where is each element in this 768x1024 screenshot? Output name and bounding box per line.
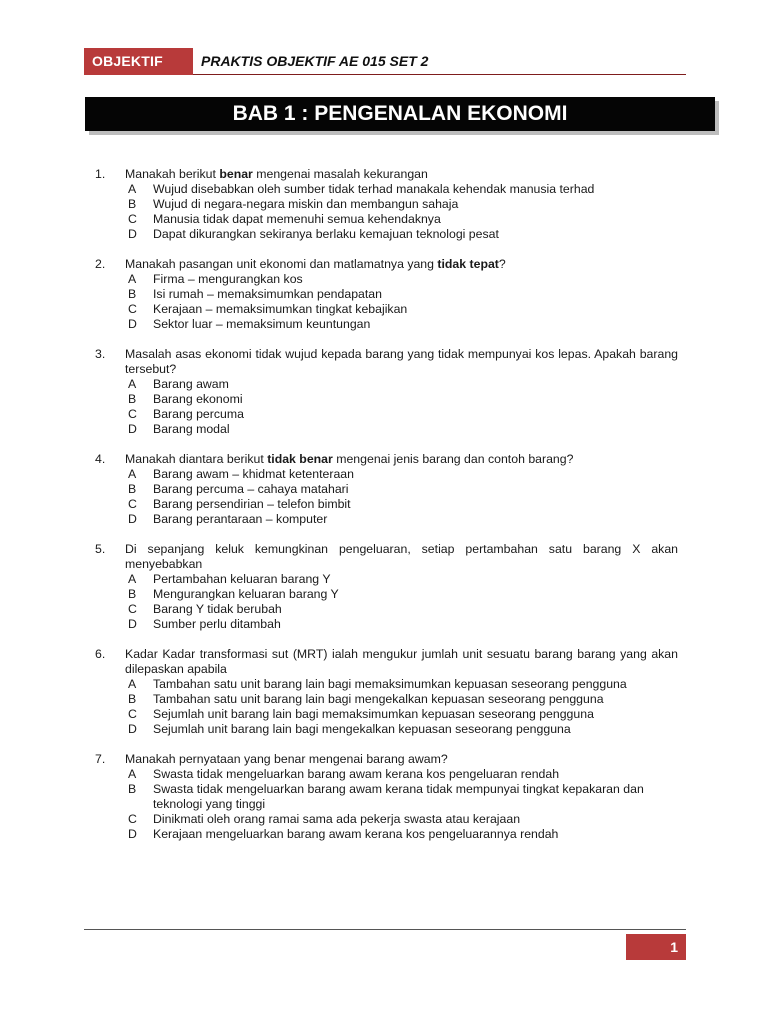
option-letter: D: [128, 617, 137, 631]
answer-option: [125, 707, 678, 722]
question-text-bold: tidak tepat: [437, 257, 499, 271]
question-text: [125, 647, 678, 677]
option-text: Isi rumah – memaksimumkan pendapatan: [153, 287, 382, 301]
question-7: [95, 752, 678, 842]
answer-option: [125, 497, 678, 512]
header-tag: OBJEKTIF: [84, 48, 193, 75]
page-number: 1: [626, 934, 686, 960]
question-text: [125, 347, 678, 377]
question-text-pre: Manakah pasangan unit ekonomi dan matlamatnya yang: [125, 257, 438, 271]
option-text: Barang Y tidak berubah: [153, 602, 282, 616]
answer-option: [125, 272, 678, 287]
option-text: Dinikmati oleh orang ramai sama ada pekerja swasta atau kerajaan: [153, 812, 521, 826]
option-letter: C: [128, 212, 137, 226]
answer-option: [125, 692, 678, 707]
option-letter: C: [128, 497, 137, 511]
option-text: Wujud di negara-negara miskin dan membangun sahaja: [153, 197, 459, 211]
option-text: Manusia tidak dapat memenuhi semua kehendaknya: [153, 212, 441, 226]
option-text: Barang awam – khidmat ketenteraan: [153, 467, 354, 481]
answer-option: [125, 767, 678, 782]
option-letter: C: [128, 812, 137, 826]
option-letter: D: [128, 227, 137, 241]
question-text: [125, 167, 678, 182]
answer-option: [125, 317, 678, 332]
option-letter: B: [128, 287, 137, 301]
option-text: Barang persendirian – telefon bimbit: [153, 497, 351, 511]
answer-option: [125, 827, 678, 842]
question-text-pre: Manakah berikut: [125, 167, 220, 181]
option-text: Barang percuma – cahaya matahari: [153, 482, 349, 496]
option-text: Kerajaan – memaksimumkan tingkat kebajikan: [153, 302, 408, 316]
option-letter: A: [128, 767, 137, 781]
answer-option: [125, 407, 678, 422]
question-number: 7.: [95, 752, 106, 766]
answer-option: [125, 677, 678, 692]
question-6: [95, 647, 678, 737]
question-1: [95, 167, 678, 242]
question-text-pre: Masalah asas ekonomi tidak wujud kepada barang yang tidak mempunyai kos lepas. Apakah barang tersebut?: [125, 347, 678, 376]
question-number: 4.: [95, 452, 106, 466]
option-text: Barang percuma: [153, 407, 244, 421]
chapter-title: BAB 1 : PENGENALAN EKONOMI: [85, 97, 715, 131]
option-text: Mengurangkan keluaran barang Y: [153, 587, 339, 601]
answer-option: [125, 197, 678, 212]
option-letter: A: [128, 572, 137, 586]
option-letter: C: [128, 407, 137, 421]
option-text: Barang perantaraan – komputer: [153, 512, 328, 526]
option-letter: B: [128, 587, 137, 601]
option-text: Sektor luar – memaksimum keuntungan: [153, 317, 371, 331]
option-text: Dapat dikurangkan sekiranya berlaku kemajuan teknologi pesat: [153, 227, 499, 241]
question-text-post: ?: [498, 257, 506, 271]
answer-option: [125, 392, 678, 407]
option-text: Wujud disebabkan oleh sumber tidak terhad manakala kehendak manusia terhad: [153, 182, 595, 196]
option-text: Barang awam: [153, 377, 229, 391]
option-text: Sejumlah unit barang lain bagi mengekalkan kepuasan seseorang pengguna: [153, 722, 571, 736]
question-text-pre: Kadar Kadar transformasi sut (MRT) ialah mengukur jumlah unit sesuatu barang barang yang akan dilepaskan apabila: [125, 647, 678, 676]
answer-option: [125, 512, 678, 527]
answer-option: [125, 572, 678, 587]
option-text: Swasta tidak mengeluarkan barang awam kerana tidak mempunyai tingkat kepakaran dan teknologi yang tinggi: [153, 782, 644, 811]
option-text: Tambahan satu unit barang lain bagi memaksimumkan kepuasan seseorang pengguna: [153, 677, 627, 691]
answer-option: [125, 617, 678, 632]
answer-option: [125, 377, 678, 392]
question-text-bold: tidak benar: [267, 452, 333, 466]
option-text: Sumber perlu ditambah: [153, 617, 281, 631]
option-letter: B: [128, 197, 137, 211]
question-text-post: mengenai jenis barang dan contoh barang?: [332, 452, 574, 466]
option-text: Barang modal: [153, 422, 230, 436]
option-letter: B: [128, 392, 137, 406]
option-text: Pertambahan keluaran barang Y: [153, 572, 331, 586]
option-text: Firma – mengurangkan kos: [153, 272, 303, 286]
answer-option: [125, 587, 678, 602]
option-letter: C: [128, 302, 137, 316]
question-3: [95, 347, 678, 437]
option-letter: D: [128, 512, 137, 526]
question-text-pre: Manakah diantara berikut: [125, 452, 268, 466]
question-text-pre: Manakah pernyataan yang benar mengenai barang awam?: [125, 752, 448, 766]
option-letter: D: [128, 722, 137, 736]
question-5: [95, 542, 678, 632]
header-title: PRAKTIS OBJEKTIF AE 015 SET 2: [201, 53, 429, 69]
question-number: 1.: [95, 167, 106, 181]
option-letter: B: [128, 482, 137, 496]
question-list: [95, 167, 678, 857]
answer-option: [125, 182, 678, 197]
question-text: [125, 752, 678, 767]
answer-option: [125, 302, 678, 317]
question-text: [125, 257, 678, 272]
question-text: [125, 452, 678, 467]
answer-option: [125, 227, 678, 242]
option-text: Kerajaan mengeluarkan barang awam kerana kos pengeluarannya rendah: [153, 827, 559, 841]
question-number: 2.: [95, 257, 106, 271]
option-letter: A: [128, 272, 137, 286]
answer-option: [125, 287, 678, 302]
question-2: [95, 257, 678, 332]
answer-option: [125, 602, 678, 617]
question-text-bold: benar: [219, 167, 253, 181]
question-text-post: mengenai masalah kekurangan: [252, 167, 428, 181]
option-letter: A: [128, 377, 137, 391]
option-letter: D: [128, 317, 137, 331]
option-letter: D: [128, 422, 137, 436]
answer-option: [125, 422, 678, 437]
option-letter: A: [128, 677, 137, 691]
option-letter: B: [128, 692, 137, 706]
answer-option: [125, 212, 678, 227]
question-number: 6.: [95, 647, 106, 661]
answer-option: [125, 812, 678, 827]
option-letter: C: [128, 707, 137, 721]
answer-option: [125, 467, 678, 482]
option-text: Tambahan satu unit barang lain bagi mengekalkan kepuasan seseorang pengguna: [153, 692, 604, 706]
option-letter: A: [128, 467, 137, 481]
question-4: [95, 452, 678, 527]
footer-divider: [84, 929, 686, 930]
option-letter: C: [128, 602, 137, 616]
page-header: [84, 48, 686, 75]
question-text: [125, 542, 678, 572]
answer-option: [125, 782, 678, 812]
question-number: 3.: [95, 347, 106, 361]
option-text: Sejumlah unit barang lain bagi memaksimumkan kepuasan seseorang pengguna: [153, 707, 594, 721]
option-letter: B: [128, 782, 137, 796]
answer-option: [125, 482, 678, 497]
answer-option: [125, 722, 678, 737]
question-text-pre: Di sepanjang keluk kemungkinan pengeluaran, setiap pertambahan satu barang X akan menyebabkan: [125, 542, 678, 571]
option-text: Barang ekonomi: [153, 392, 243, 406]
option-text: Swasta tidak mengeluarkan barang awam kerana kos pengeluaran rendah: [153, 767, 560, 781]
option-letter: A: [128, 182, 137, 196]
question-number: 5.: [95, 542, 106, 556]
option-letter: D: [128, 827, 137, 841]
